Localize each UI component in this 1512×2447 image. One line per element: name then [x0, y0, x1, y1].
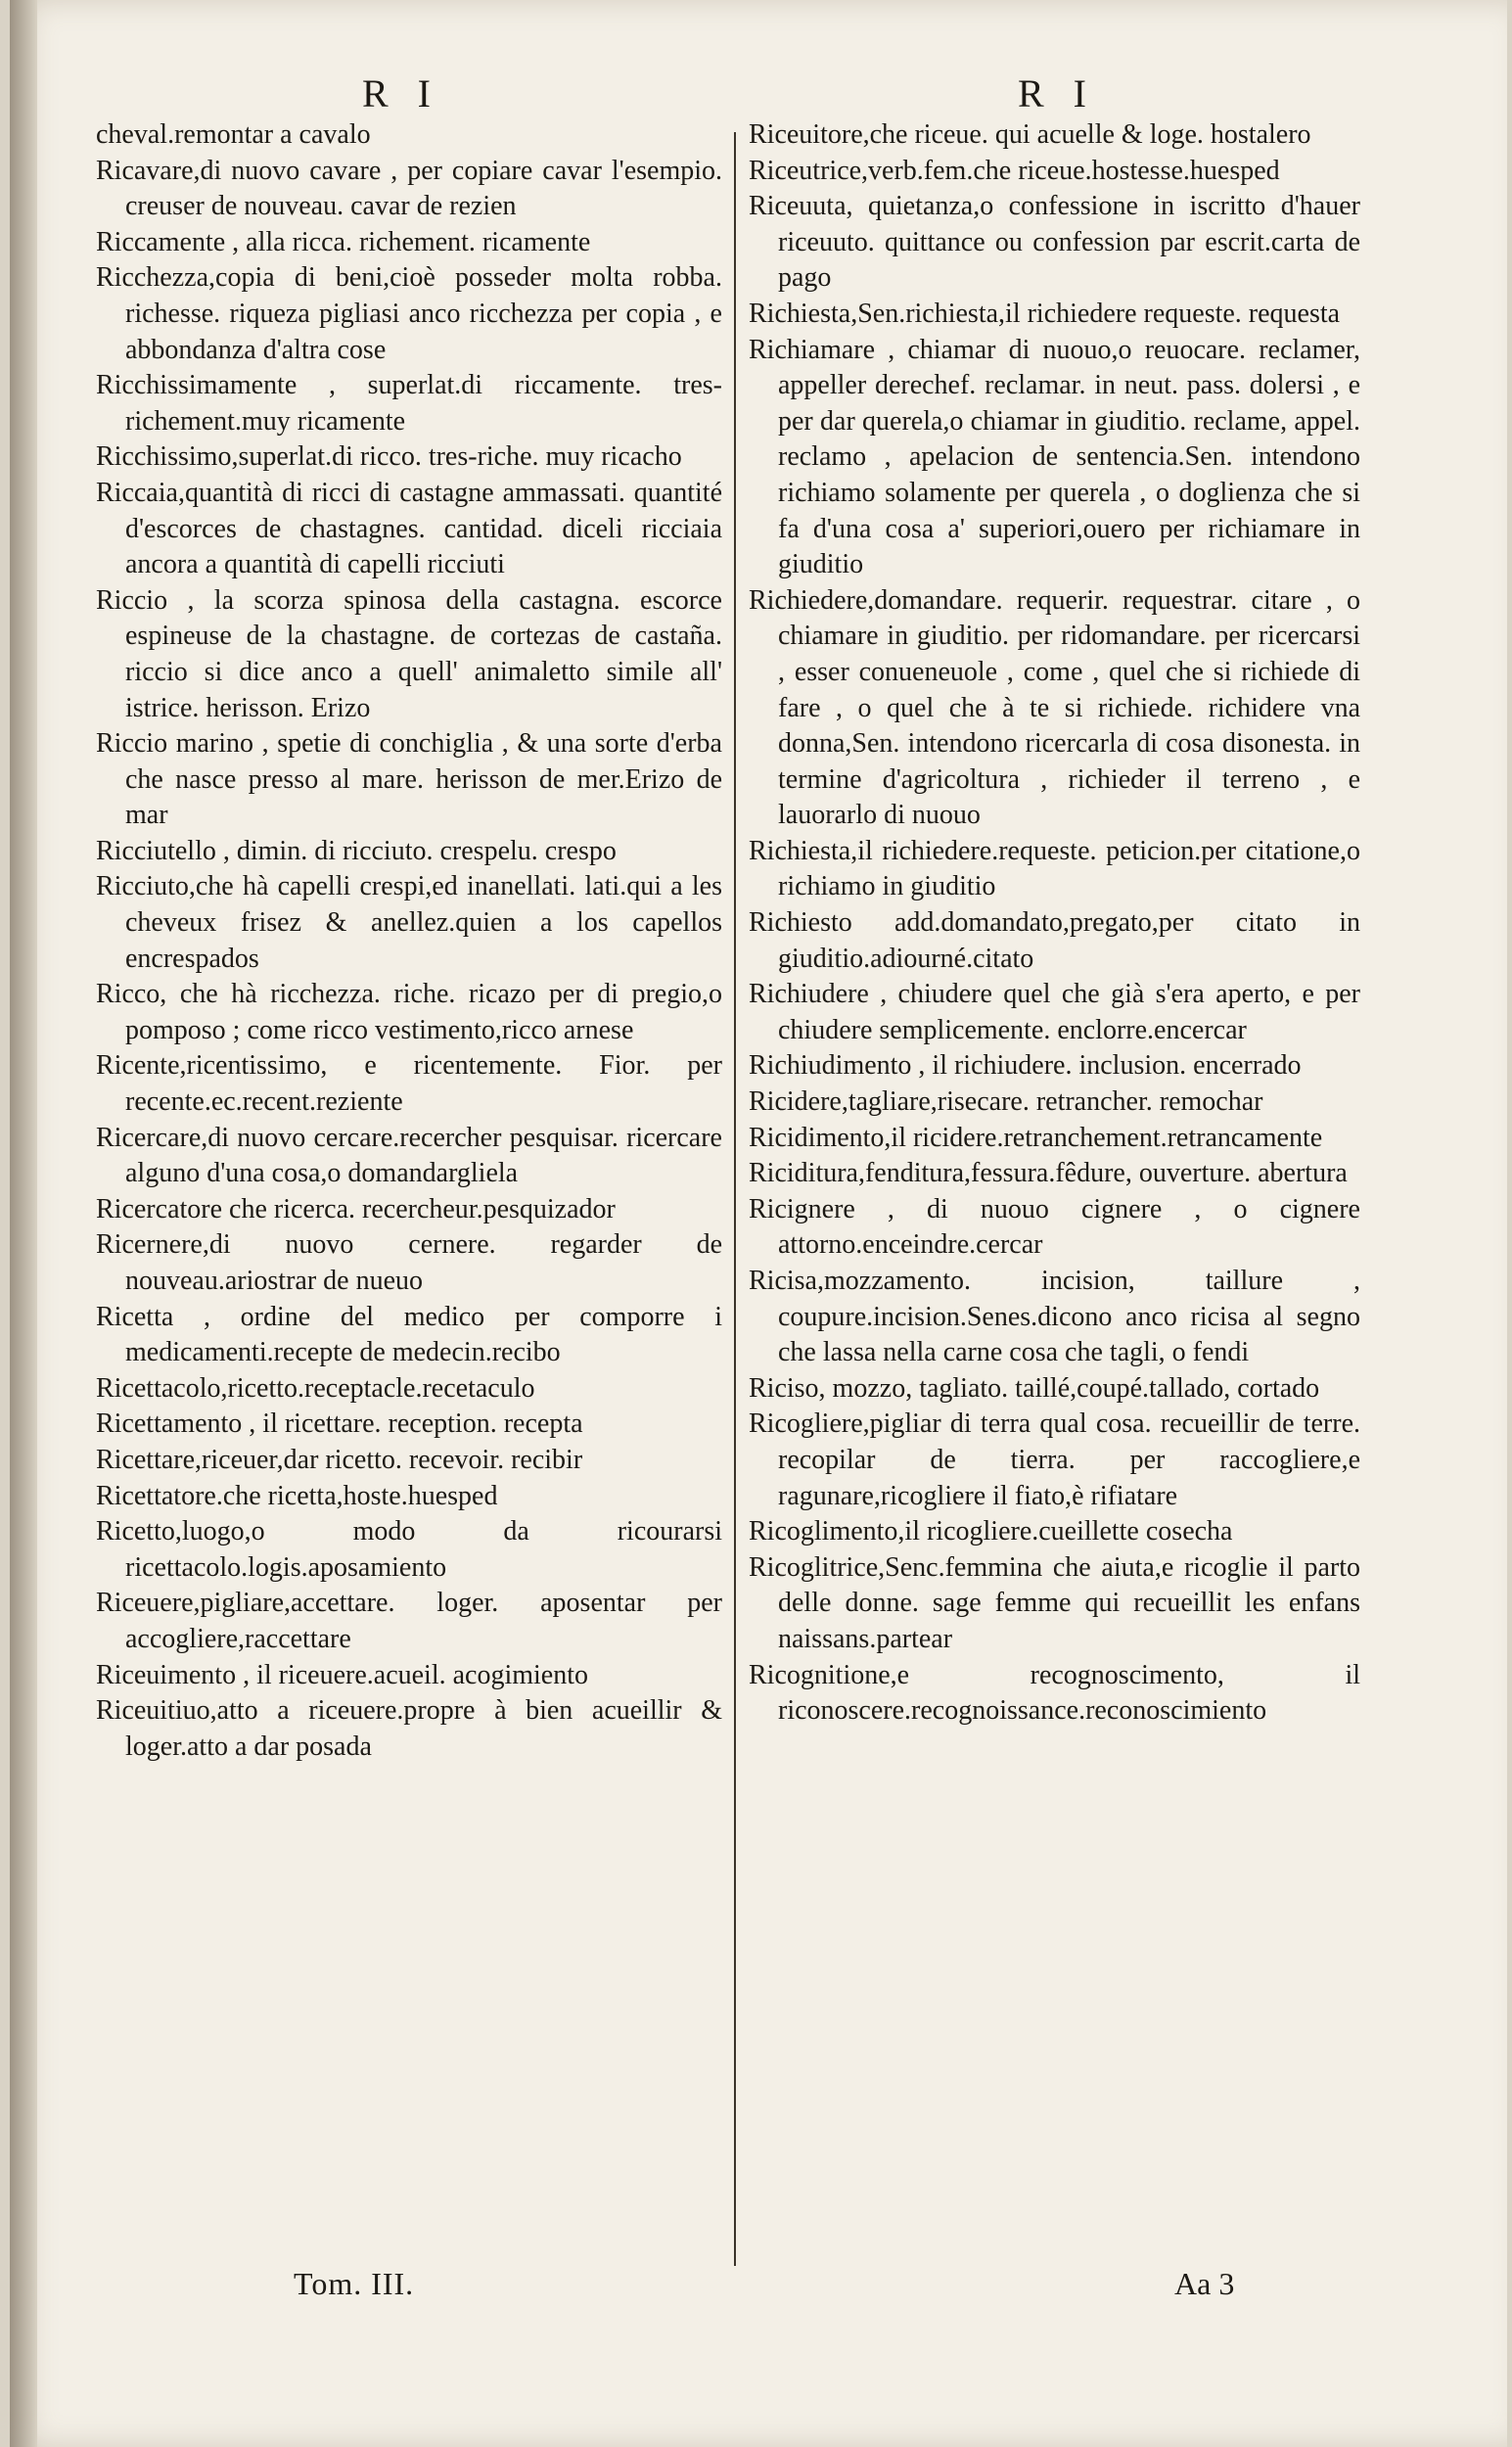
dictionary-entry: Richiesta,Sen.richiesta,il richiedere requeste. requesta	[749, 298, 1341, 329]
dictionary-entry: Ricciuto,che hà capelli crespi,ed inanellati. lati.qui a les cheveux frisez & anellez.quien a los capellos encrespados	[96, 871, 722, 974]
dictionary-entry: Riceuere,pigliare,accettare. loger. aposentar per accogliere,raccettare	[96, 1588, 722, 1654]
dictionary-entry: Riceutrice,verb.fem.che riceue.hostesse.huesped	[749, 155, 1280, 186]
dictionary-entry: Ricettacolo,ricetto.receptacle.recetaculo	[96, 1372, 535, 1404]
dictionary-entry: Riceuuta, quietanza,o confessione in iscritto d'hauer riceuuto. quittance ou confession par escrit.carta de pago	[749, 191, 1360, 294]
dictionary-entry: Ricetta , ordine del medico per comporre i medicamenti.recepte de medecin.recibo	[96, 1301, 722, 1368]
running-head-right: R I	[1018, 71, 1096, 115]
dictionary-entry: Richiedere,domandare. requerir. requestrar. citare , o chiamare in giuditio. per ridomandare. per ricercarsi , esser conueneuole , come , quel che si richiede di fare , o quel che à te si richiede. richidere vna donna,Sen. intendono ricercarla di cosa disonesta. in termine d'agricoltura , richieder il terreno , e lauorarlo di nuouo	[749, 584, 1360, 831]
dictionary-entry: Ricettamento , il ricettare. reception. recepta	[96, 1408, 583, 1440]
dictionary-entry: Riciditura,fenditura,fessura.fêdure, ouverture. abertura	[749, 1158, 1348, 1189]
dictionary-entry: Riceuitiuo,atto a riceuere.propre à bien acueillir & loger.atto a dar posada	[96, 1695, 722, 1762]
dictionary-entry: Ricchissimo,superlat.di ricco. tres-riche. muy ricacho	[96, 441, 682, 473]
dictionary-entry: Riccio , la scorza spinosa della castagna. escorce espineuse de la chastagne. de cortezas de castaña. riccio si dice anco a quell' animaletto simile all' istrice. herisson. Erizo	[96, 584, 722, 723]
dictionary-entry: Ricettatore.che ricetta,hoste.huesped	[96, 1480, 498, 1511]
dictionary-entry: cheval.remontar a cavalo	[96, 119, 371, 150]
binding-shadow	[10, 0, 37, 2447]
column-divider	[734, 132, 736, 2266]
signature-mark: Aa 3	[1174, 2266, 1235, 2301]
dictionary-entry: Ricoglimento,il ricogliere.cueillette cosecha	[749, 1516, 1233, 1547]
dictionary-entry: Ricogliere,pigliar di terra qual cosa. recueillir de terre. recopilar de tierra. per raccogliere,e ragunare,ricogliere il fiato,è rifiatare	[749, 1408, 1360, 1511]
running-head-left: R I	[362, 71, 440, 115]
dictionary-entry: Riceuimento , il riceuere.acueil. acogimiento	[96, 1659, 589, 1690]
dictionary-entry: Ricignere , di nuouo cignere , o cignere attorno.enceindre.cercar	[749, 1193, 1360, 1261]
dictionary-entry: Ricavare,di nuovo cavare , per copiare cavar l'esempio. creuser de nouveau. cavar de rezien	[96, 155, 722, 222]
dictionary-entry: Riccamente , alla ricca. richement. ricamente	[96, 226, 591, 257]
dictionary-entry: Richiamare , chiamar di nuouo,o reuocare. reclamer, appeller derechef. reclamar. in neut. pass. dolersi , e per dar querela,o chiamar in giuditio. reclame, appel. reclamo , apelacion de sentencia.Sen. intendono richiamo solamente per querela , o doglienza che si fa d'una cosa a' superiori,ouero per richiamare in giuditio	[749, 334, 1360, 580]
dictionary-entry: Richiudere , chiudere quel che già s'era aperto, e per chiudere semplicemente. enclorre.encercar	[749, 979, 1360, 1045]
dictionary-entry: Ricidere,tagliare,risecare. retrancher. remochar	[749, 1086, 1263, 1118]
dictionary-entry: Ricercatore che ricerca. recercheur.pesquizador	[96, 1193, 616, 1224]
dictionary-entry: Ricchissimamente , superlat.di riccamente. tres-richement.muy ricamente	[96, 370, 722, 437]
dictionary-entry: Riceuitore,che riceue. qui acuelle & loge. hostalero	[749, 119, 1311, 150]
dictionary-entry: Ricidimento,il ricidere.retranchement.retrancamente	[749, 1122, 1323, 1153]
dictionary-entry: Ricoglitrice,Senc.femmina che aiuta,e ricoglie il parto delle donne. sage femme qui recueillit les enfans naissans.partear	[749, 1551, 1360, 1654]
right-column	[749, 117, 1360, 1730]
dictionary-entry: Ricetto,luogo,o modo da ricourarsi ricettacolo.logis.aposamiento	[96, 1516, 722, 1583]
dictionary-entry: Richiesto add.domandato,pregato,per citato in giuditio.adiourné.citato	[749, 907, 1360, 974]
left-column	[96, 117, 722, 1765]
dictionary-entry: Ricercare,di nuovo cercare.recercher pesquisar. ricercare alguno d'una cosa,o domandargliela	[96, 1122, 722, 1189]
dictionary-entry: Ricco, che hà ricchezza. riche. ricazo per di pregio,o pomposo ; come ricco vestimento,ricco arnese	[96, 979, 722, 1045]
dictionary-entry: Ricente,ricentissimo, e ricentemente. Fior. per recente.ec.recent.reziente	[96, 1050, 722, 1118]
dictionary-entry: Ricisa,mozzamento. incision, taillure , coupure.incision.Senes.dicono anco ricisa al segno che lassa nella carne cosa che tagli, o fendi	[749, 1266, 1360, 1368]
dictionary-entry: Ricognitione,e recognoscimento, il riconoscere.recognoissance.reconoscimiento	[749, 1659, 1360, 1727]
dictionary-entry: Ricchezza,copia di beni,cioè posseder molta robba. richesse. riqueza pigliasi anco ricchezza per copia , e abbondanza d'altra cose	[96, 262, 722, 365]
volume-label: Tom. III.	[294, 2266, 415, 2301]
book-page	[10, 0, 1507, 2447]
dictionary-entry: Riccio marino , spetie di conchiglia , & una sorte d'erba che nasce presso al mare. herisson de mer.Erizo de mar	[96, 728, 722, 831]
dictionary-entry: Ricernere,di nuovo cernere. regarder de nouveau.ariostrar de nueuo	[96, 1229, 722, 1296]
dictionary-entry: Riccaia,quantità di ricci di castagne ammassati. quantité d'escorces de chastagnes. cantidad. diceli ricciaia ancora a quantità di capelli ricciuti	[96, 477, 722, 580]
dictionary-entry: Richiudimento , il richiudere. inclusion. encerrado	[749, 1050, 1302, 1082]
dictionary-entry: Richiesta,il richiedere.requeste. peticion.per citatione,o richiamo in giuditio	[749, 835, 1360, 902]
dictionary-entry: Riciso, mozzo, tagliato. taillé,coupé.tallado, cortado	[749, 1372, 1320, 1404]
dictionary-entry: Ricettare,riceuer,dar ricetto. recevoir. recibir	[96, 1444, 583, 1475]
dictionary-entry: Ricciutello , dimin. di ricciuto. crespelu. crespo	[96, 835, 617, 866]
